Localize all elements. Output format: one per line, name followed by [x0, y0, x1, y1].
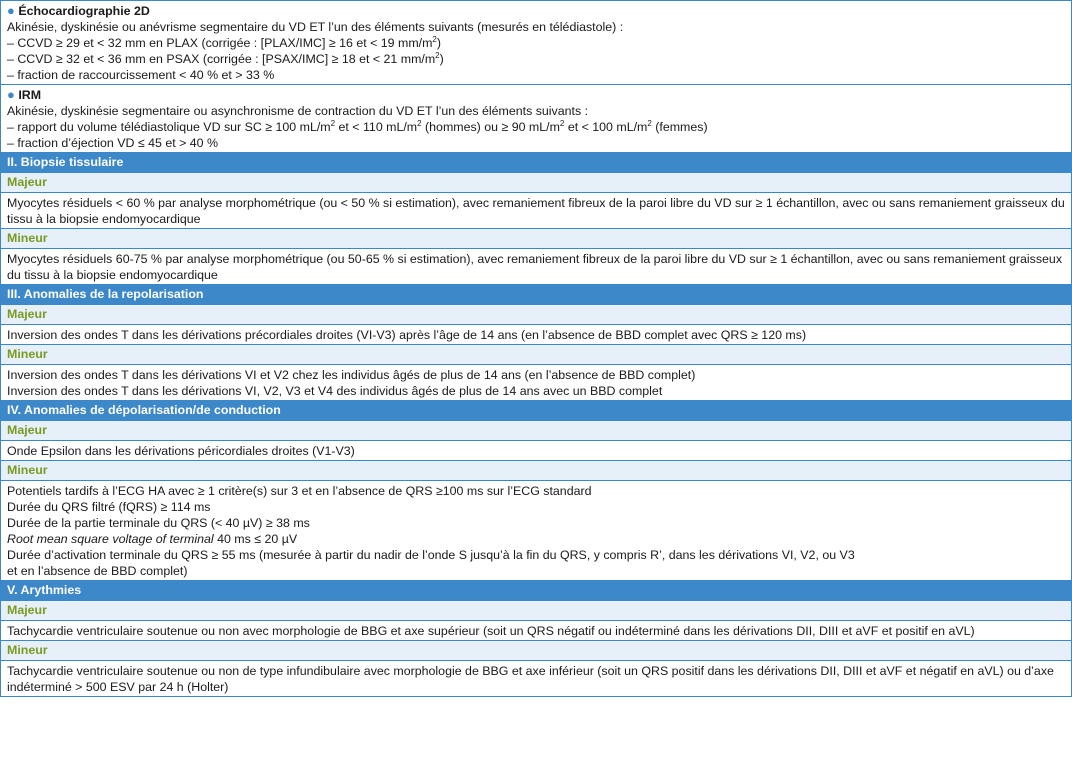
irm-item-1: – rapport du volume télédiastolique VD sur SC ≥ 100 $mL/m^2$ et < 110 $mL/m^2$ (hommes) ou ≥ 90 $mL/m^2$ et < 100 $mL/m^2$ (femmes)	[7, 119, 708, 134]
section-title-repolarisation: III. Anomalies de la repolarisation	[1, 285, 1071, 305]
irm-title-line	[7, 87, 1065, 103]
echo-intro: Akinésie, dyskinésie ou anévrisme segmentaire du VD ET l’un des éléments suivants (mesurés en télédiastole) :	[7, 20, 624, 34]
depolarisation-mineur-text: Potentiels tardifs à l’ECG HA avec ≥ 1 critère(s) sur 3 et en l’absence de QRS ≥100 ms sur l’ECG standard Durée du QRS filtré (fQRS) ≥ 114 ms Durée de la partie terminale du QRS (< 40 µV) ≥ 38 ms Root mean square voltage of terminal 40 ms ≤ 20 µV Durée d’activation terminale du QRS ≥ 55 ms (mesurée à partir du nadir de l’onde S jusqu’à la fin du QRS, y compris R’, dans les dérivations VI, V2, ou V3 et en l’absence de BBD complet)	[1, 481, 1071, 581]
depolarisation-majeur-text: Onde Epsilon dans les dérivations péricordiales droites (V1-V3)	[1, 441, 1071, 461]
irm-intro: Akinésie, dyskinésie segmentaire ou asynchronisme de contraction du VD ET l’un des éléments suivants :	[7, 104, 589, 118]
repolarisation-majeur-text: Inversion des ondes T dans les dérivations précordiales droites (VI-V3) après l’âge de 14 ans (en l’absence de BBD complet avec QRS ≥ 120 ms)	[1, 325, 1071, 345]
arythmies-majeur-text: Tachycardie ventriculaire soutenue ou non avec morphologie de BBG et axe supérieur (soit un QRS négatif ou indéterminé dans les dérivations DII, DIII et aVF et positif en aVL)	[1, 621, 1071, 641]
label-majeur: Majeur	[1, 421, 1071, 441]
biopsie-mineur-text: Myocytes résiduels 60-75 % par analyse morphométrique (ou 50-65 % si estimation), avec remaniement fibreux de la paroi libre du VD sur ≥ 1 échantillon, avec ou sans remaniement graisseux du tissu à la biopsie endomyocardique	[1, 249, 1071, 285]
label-majeur: Majeur	[1, 173, 1071, 193]
echo-title: Échocardiographie 2D	[18, 4, 150, 18]
label-mineur: Mineur	[1, 345, 1071, 365]
bullet-dot-icon: ●	[7, 87, 15, 102]
echo-item-1: – CCVD ≥ 29 et < 32 mm en PLAX (corrigée : [PLAX/IMC] ≥ 16 et < 19 $mm/m^2$)	[7, 35, 442, 50]
label-majeur: Majeur	[1, 305, 1071, 325]
section-title-biopsie: II. Biopsie tissulaire	[1, 153, 1071, 173]
repolarisation-mineur-text: Inversion des ondes T dans les dérivations VI et V2 chez les individus âgés de plus de 14 ans (en l’absence de BBD complet) Inversion des ondes T dans les dérivations VI, V2, V3 et V4 des individus âgés de plus de 14 ans avec un BBD complet	[1, 365, 1071, 401]
biopsie-majeur-text: Myocytes résiduels < 60 % par analyse morphométrique (ou < 50 % si estimation), avec remaniement fibreux de la paroi libre du VD sur ≥ 1 échantillon, avec ou sans remaniement graisseux du tissu à la biopsie endomyocardique	[1, 193, 1071, 229]
irm-item-2: – fraction d’éjection VD ≤ 45 et > 40 %	[7, 136, 219, 150]
echo-item-3: – fraction de raccourcissement < 40 % et > 33 %	[7, 68, 275, 82]
section-title-depolarisation: IV. Anomalies de dépolarisation/de conduction	[1, 401, 1071, 421]
echo-item-2: – CCVD ≥ 32 et < 36 mm en PSAX (corrigée : [PSAX/IMC] ≥ 18 et < 21 $mm/m^2$)	[7, 51, 444, 66]
bullet-dot-icon: ●	[7, 3, 15, 18]
section-title-arythmies: V. Arythmies	[1, 581, 1071, 601]
irm-block	[1, 85, 1071, 153]
irm-title: IRM	[18, 88, 42, 102]
label-mineur: Mineur	[1, 641, 1071, 661]
label-mineur: Mineur	[1, 229, 1071, 249]
echo-title-line	[7, 3, 1065, 19]
echo-block	[1, 0, 1071, 85]
label-majeur: Majeur	[1, 601, 1071, 621]
arythmies-mineur-text: Tachycardie ventriculaire soutenue ou non de type infundibulaire avec morphologie de BBG et axe inférieur (soit un QRS positif dans les dérivations DII, DIII et aVF et négatif en aVL) ou d’axe indéterminé > 500 ESV par 24 h (Holter)	[1, 661, 1071, 697]
label-mineur: Mineur	[1, 461, 1071, 481]
